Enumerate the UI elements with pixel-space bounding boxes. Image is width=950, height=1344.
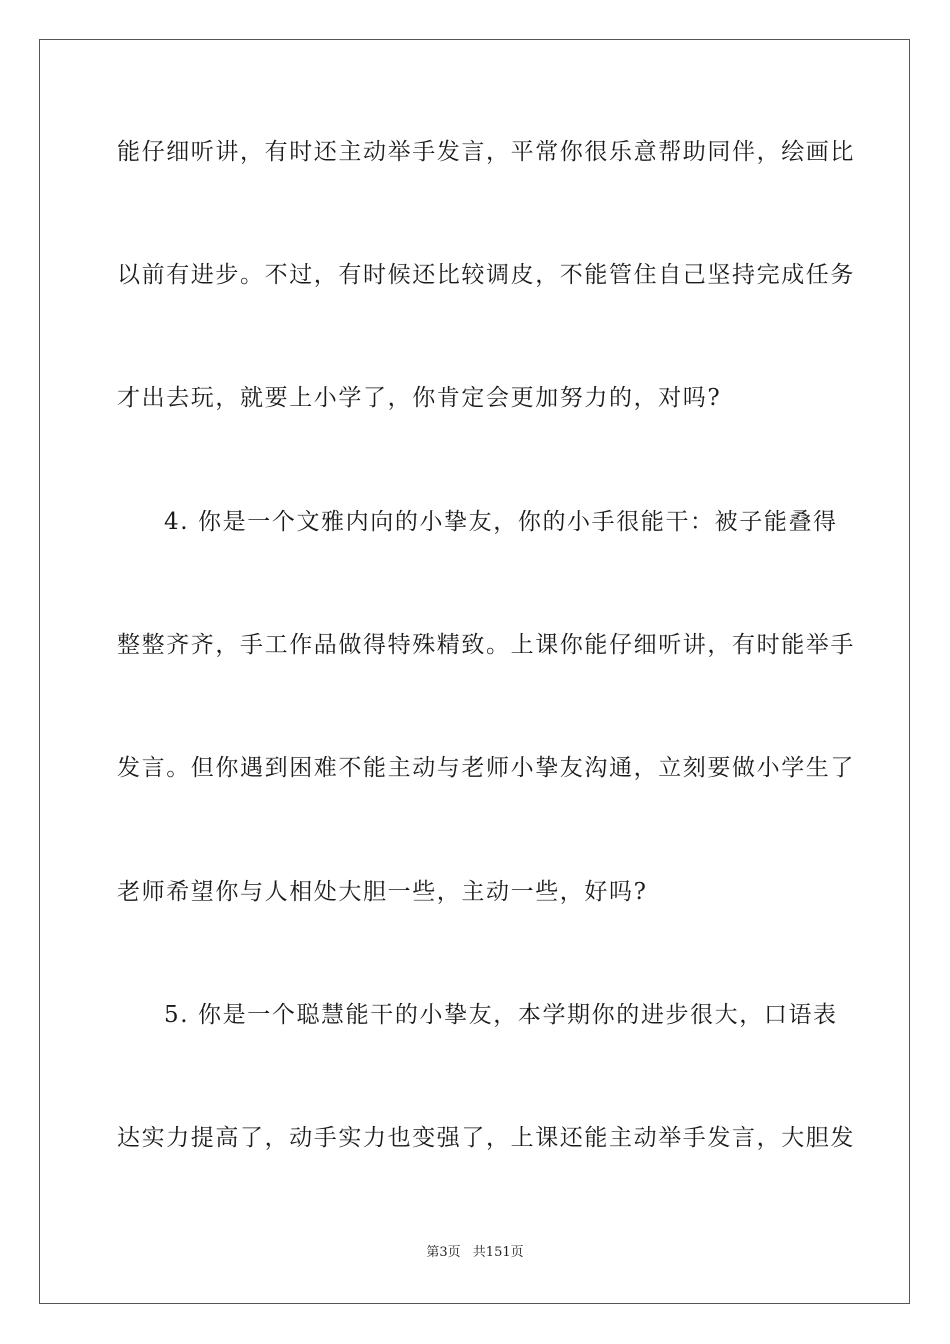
text-line: 达实力提高了，动手实力也变强了，上课还能主动举手发言，大胆发 — [117, 1125, 855, 1151]
page-number: 第3页 — [426, 1245, 461, 1260]
text-line: 整整齐齐，手工作品做得特殊精致。上课你能仔细听讲，有时能举手 — [117, 632, 855, 658]
text-line-item-5: 5. 你是一个聪慧能干的小挚友，本学期你的进步很大，口语表 — [164, 1002, 838, 1028]
text-line: 发言。但你遇到困难不能主动与老师小挚友沟通，立刻要做小学生了 — [117, 755, 855, 781]
total-pages: 共151页 — [472, 1245, 524, 1260]
page-footer — [0, 1245, 950, 1261]
text-line-item-4: 4. 你是一个文雅内向的小挚友，你的小手很能干：被子能叠得 — [164, 509, 838, 535]
text-line: 能仔细听讲，有时还主动举手发言，平常你很乐意帮助同伴，绘画比 — [117, 139, 855, 165]
text-line: 才出去玩，就要上小学了，你肯定会更加努力的，对吗? — [117, 385, 722, 411]
text-line: 老师希望你与人相处大胆一些，主动一些，好吗? — [117, 879, 648, 905]
text-line: 以前有进步。不过，有时候还比较调皮，不能管住自己坚持完成任务 — [117, 262, 855, 288]
page-border — [39, 39, 910, 1304]
